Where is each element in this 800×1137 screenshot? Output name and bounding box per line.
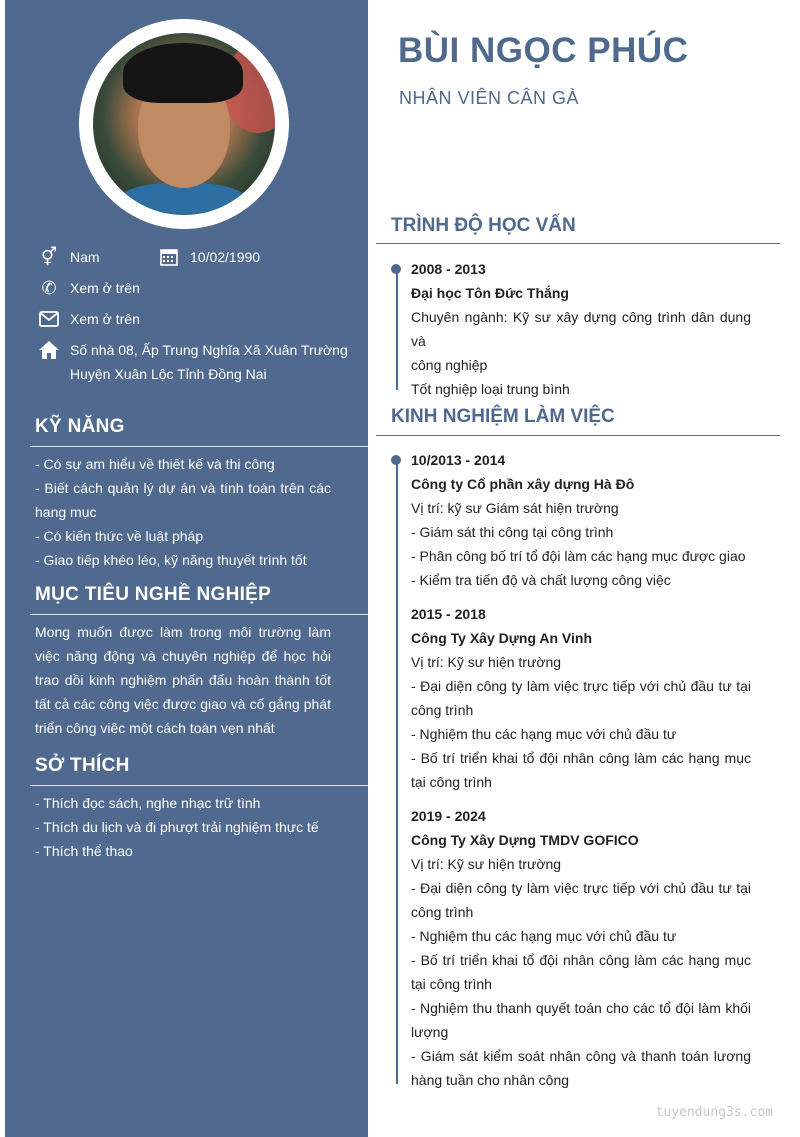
skill-item: - Có sự am hiểu về thiết kế và thi công: [35, 456, 275, 472]
skill-item: - Có kiến thức về luật pháp: [35, 528, 204, 544]
education-period: 2008 - 2013: [411, 261, 486, 277]
job-line: lượng: [411, 1024, 449, 1040]
job-line: Vị trí: Kỹ sư hiện trường: [411, 856, 562, 872]
education-timeline-dot: [391, 264, 401, 274]
job-period: 2015 - 2018: [411, 606, 486, 622]
job-entry: [411, 804, 751, 1092]
job-line: - Bố trí triển khai tổ đội nhân công làm các hạng mục: [411, 750, 751, 766]
job-line: tại công trình: [411, 976, 492, 992]
avatar: [93, 33, 275, 215]
job-line: - Nghiệm thu thanh quyết toán cho các tổ đội làm khối: [411, 1000, 751, 1016]
gender-value: Nam: [70, 249, 100, 265]
hobbies-title: SỞ THÍCH: [35, 755, 130, 776]
job-line: - Giám sát kiểm soát nhân công và thanh toán lương: [411, 1048, 751, 1064]
gender-icon: ⚥: [40, 246, 58, 267]
job-line: - Đại diện công ty làm việc trực tiếp với chủ đầu tư tại: [411, 880, 751, 896]
phone-icon: ✆: [41, 277, 57, 298]
job-line: công trình: [411, 904, 474, 920]
job-line: - Giám sát thi công tại công trình: [411, 524, 614, 540]
objective-line: tất cả các công việc được giao và cố gắng phát: [35, 696, 331, 712]
address-line-1: Số nhà 08, Ấp Trung Nghĩa Xã Xuân Trường: [70, 342, 348, 358]
education-line: Tốt nghiệp loại trung bình: [411, 381, 570, 397]
job-line: tại công trình: [411, 774, 492, 790]
objective-line: việc năng động và chuyên nghiệp để học hỏi: [35, 648, 331, 664]
skills-list: [35, 452, 331, 572]
skills-title: KỸ NĂNG: [35, 416, 125, 437]
objective-line: trao dồi kinh nghiệm phấn đấu hoàn thành tốt: [35, 672, 331, 688]
calendar-icon: [158, 246, 180, 268]
home-icon: [38, 339, 60, 361]
job-line: - Nghiệm thu các hạng mục với chủ đầu tư: [411, 928, 677, 944]
objective-title: MỤC TIÊU NGHỀ NGHIỆP: [35, 584, 272, 605]
skills-divider: [30, 446, 368, 447]
objective-line: Mong muốn được làm trong môi trường làm: [35, 624, 331, 640]
candidate-name: BÙI NGỌC PHÚC: [398, 31, 689, 70]
job-line: Vị trí: kỹ sư Giám sát hiện trường: [411, 500, 619, 516]
job-company: Công Ty Xây Dựng TMDV GOFICO: [411, 832, 639, 848]
hobbies-divider: [30, 785, 368, 786]
objective-line: triển công việc một cách toàn vẹn nhất: [35, 720, 275, 736]
education-entry: [411, 257, 751, 401]
job-line: Vị trí: Kỹ sư hiện trường: [411, 654, 562, 670]
job-period: 10/2013 - 2014: [411, 452, 506, 468]
education-title: TRÌNH ĐỘ HỌC VẤN: [391, 215, 576, 236]
job-company: Công ty Cổ phần xây dựng Hà Đô: [411, 476, 635, 492]
education-timeline: [396, 268, 398, 390]
job-entry: [411, 602, 751, 794]
education-line: công nghiệp: [411, 357, 488, 373]
email-value: Xem ở trên: [70, 311, 140, 327]
experience-divider: [376, 435, 780, 436]
job-line: - Bố trí triển khai tổ đội nhân công làm các hạng mục: [411, 952, 751, 968]
objective-text: [35, 620, 331, 740]
job-line: - Phân công bố trí tổ đội làm các hạng mục được giao: [411, 548, 746, 564]
education-line: Chuyên ngành: Kỹ sư xây dựng công trình dân dụng và: [411, 309, 751, 349]
education-divider: [376, 243, 780, 244]
experience-entries: [411, 448, 751, 1092]
job-line: công trình: [411, 702, 474, 718]
skill-item: hạng mục: [35, 504, 97, 520]
skill-item: - Biết cách quản lý dự án và tính toán trên các: [35, 480, 331, 496]
hobby-item: - Thích du lịch và đi phượt trải nghiệm thực tế: [35, 819, 319, 835]
watermark: tuyendung3s.com: [655, 1105, 773, 1120]
experience-timeline-dot: [391, 455, 401, 465]
hobby-item: - Thích đọc sách, nghe nhạc trữ tình: [35, 795, 261, 811]
experience-title: KINH NGHIỆM LÀM VIỆC: [391, 406, 615, 427]
job-title: NHÂN VIÊN CÂN GÀ: [399, 88, 580, 108]
skill-item: - Giao tiếp khéo léo, kỹ năng thuyết trình tốt: [35, 552, 307, 568]
experience-timeline: [396, 458, 398, 1084]
address-line-2: Huyện Xuân Lộc Tỉnh Đồng Nai: [70, 366, 267, 382]
job-line: - Nghiệm thu các hạng mục với chủ đầu tư: [411, 726, 677, 742]
avatar-frame: [79, 19, 289, 229]
birthday-value: 10/02/1990: [190, 249, 261, 265]
job-line: - Đại diện công ty làm việc trực tiếp với chủ đầu tư tại: [411, 678, 751, 694]
job-line: hàng tuần cho nhân công: [411, 1072, 570, 1088]
hobby-item: - Thích thể thao: [35, 843, 133, 859]
hobbies-list: [35, 791, 331, 863]
job-period: 2019 - 2024: [411, 808, 486, 824]
phone-value: Xem ở trên: [70, 280, 140, 296]
job-company: Công Ty Xây Dựng An Vinh: [411, 630, 592, 646]
objective-divider: [30, 614, 368, 615]
envelope-icon: [38, 308, 60, 330]
education-school: Đại học Tôn Đức Thắng: [411, 285, 569, 301]
job-line: - Kiểm tra tiến độ và chất lượng công việc: [411, 572, 671, 588]
job-entry: [411, 448, 751, 592]
